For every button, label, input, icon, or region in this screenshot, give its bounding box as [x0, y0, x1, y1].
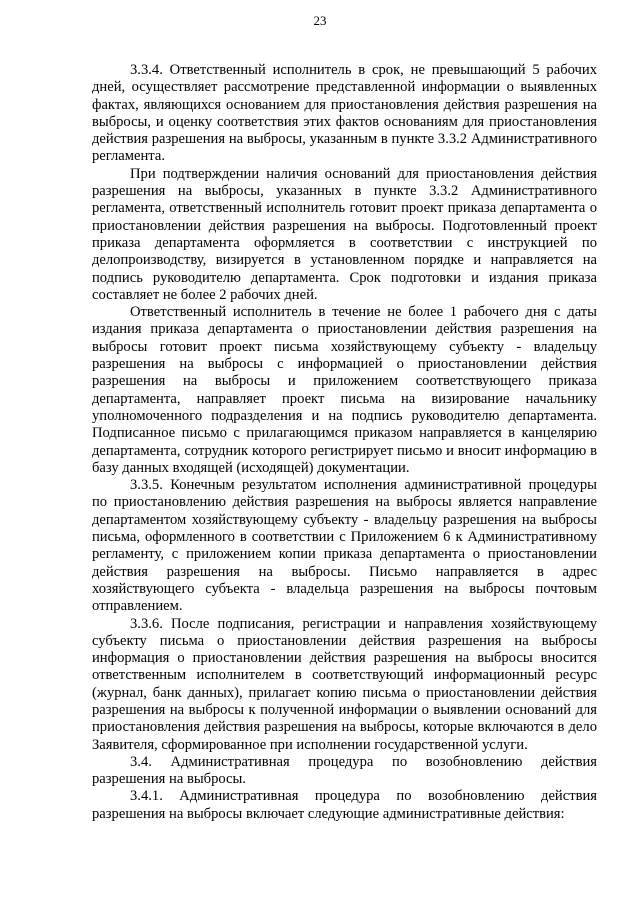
- paragraph-3-4-1: 3.4.1. Административная процедура по возобновлению действия разрешения на выбросы включает следующие административные действия:: [92, 788, 597, 822]
- document-body: [92, 62, 597, 823]
- paragraph-3-3-5: 3.3.5. Конечным результатом исполнения административной процедуры по приостановлению действия разрешения на выбросы является направление департаментом хозяйствующему субъекту - владельцу разрешения на выбросы письма, оформленного в соответствии с Приложением 6 к Административному регламенту, с приложением копии приказа департамента о приостановлении действия разрешения на выбросы. Письмо направляется в адрес хозяйствующего субъекта - владельца разрешения на выбросы почтовым отправлением.: [92, 477, 597, 615]
- paragraph-grounds-confirmation: При подтверждении наличия оснований для приостановления действия разрешения на выбросы, указанных в пункте 3.3.2 Административного регламента, ответственный исполнитель готовит проект приказа департамента о приостановлении действия разрешения на выбросы. Подготовленный проект приказа департамента оформляется в соответствии с инструкцией по делопроизводству, визируется в установленном порядке и направляется на подпись руководителю департамента. Срок подготовки и издания приказа составляет не более 2 рабочих дней.: [92, 165, 597, 303]
- paragraph-letter-preparation: Ответственный исполнитель в течение не более 1 рабочего дня с даты издания приказа департамента о приостановлении действия разрешения на выбросы готовит проект письма хозяйствующему субъекту - владельцу разрешения на выбросы с информацией о приостановлении действия разрешения на выбросы и приложением соответствующего приказа департамента, направляет проект письма на визирование начальнику уполномоченного подразделения и на подпись руководителю департамента. Подписанное письмо с прилагающимся приказом направляется в канцелярию департамента, сотрудник которого регистрирует письмо и вносит информацию в базу данных входящей (исходящей) документации.: [92, 304, 597, 476]
- paragraph-3-3-6: 3.3.6. После подписания, регистрации и направления хозяйствующему субъекту письма о приостановлении действия разрешения на выбросы информация о приостановлении действия разрешения на выбросы вносится ответственным исполнителем в соответствующий информационный ресурс (журнал, банк данных), прилагает копию письма о приостановлении действия разрешения на выбросы к полученной информации о выявлении оснований для приостановления действия разрешения на выбросы, которые включаются в дело Заявителя, сформированное при исполнении государственной услуги.: [92, 615, 597, 753]
- paragraph-3-3-4: 3.3.4. Ответственный исполнитель в срок, не превышающий 5 рабочих дней, осуществляет рассмотрение представленной информации о выявленных фактах, являющихся основанием для приостановления действия разрешения на выбросы, и оценку соответствия этих фактов основаниям для приостановления действия разрешения на выбросы, указанным в пункте 3.3.2 Административного регламента.: [92, 62, 597, 165]
- paragraph-3-4: 3.4. Административная процедура по возобновлению действия разрешения на выбросы.: [92, 753, 597, 788]
- page-number: 23: [313, 13, 327, 28]
